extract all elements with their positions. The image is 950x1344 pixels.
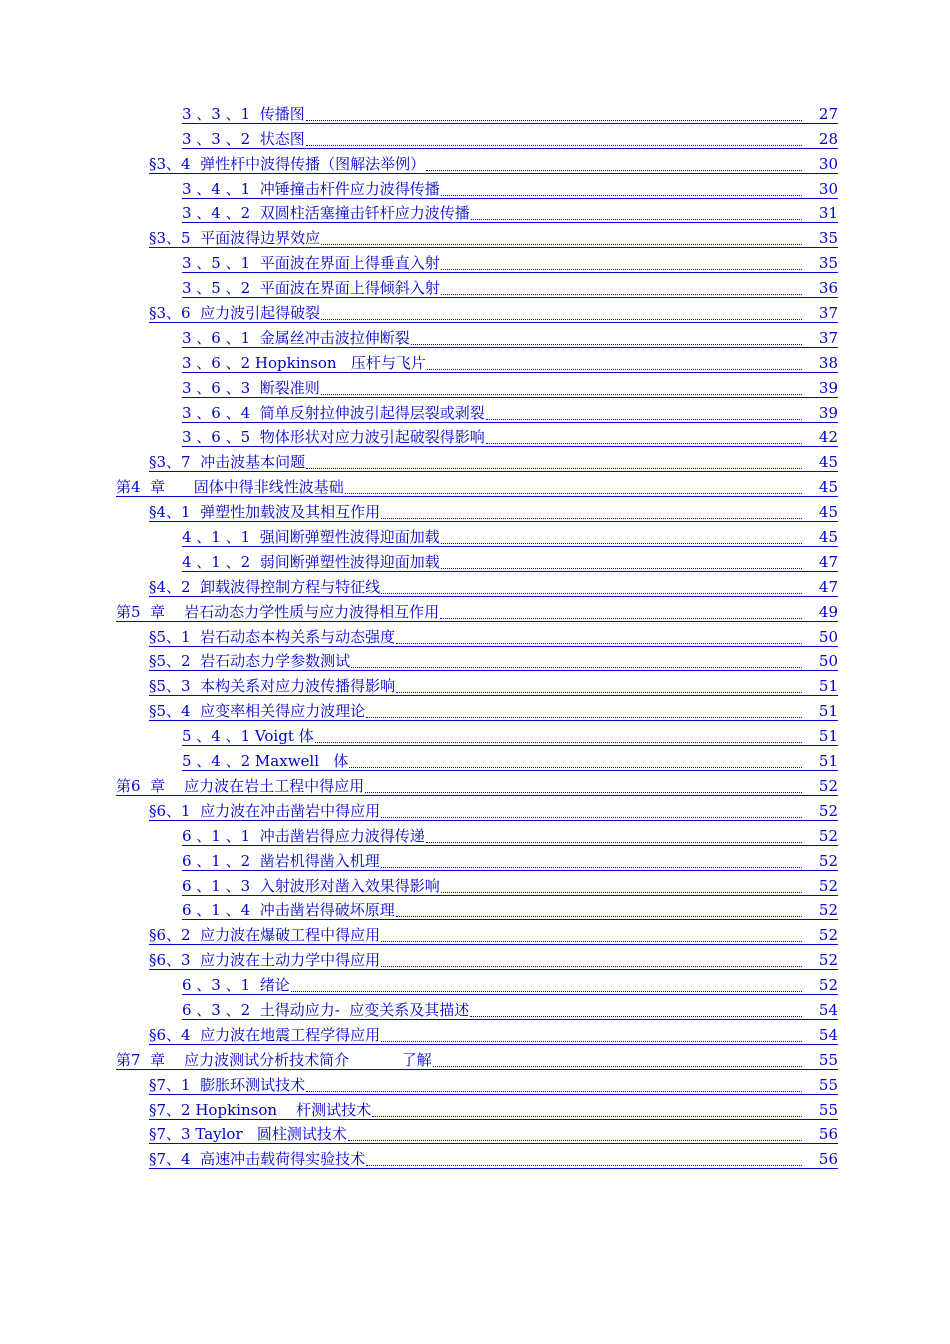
toc-entry-line bbox=[149, 1149, 838, 1169]
toc-entry-line bbox=[149, 228, 838, 248]
toc-entry-title: 3 、6 、4 简单反射拉伸波引起得层裂或剥裂 bbox=[182, 403, 485, 422]
toc-entry-title: §6、4 应力波在地震工程学得应用 bbox=[149, 1025, 381, 1044]
toc-entry-title: §7、2 Hopkinson 杆测试技术 bbox=[149, 1100, 372, 1119]
toc-page-number: 30 bbox=[808, 155, 838, 173]
toc-page-number: 38 bbox=[808, 354, 838, 372]
toc-entry-title: 3 、6 、5 物体形状对应力波引起破裂得影响 bbox=[182, 428, 485, 447]
toc-entry[interactable] bbox=[0, 447, 950, 472]
toc-entry-title: 3 、3 、2 状态图 bbox=[182, 129, 305, 148]
toc-entry-line bbox=[149, 154, 838, 174]
toc-dot-leader bbox=[381, 926, 838, 944]
toc-entry-line bbox=[182, 403, 838, 423]
toc-entry[interactable] bbox=[0, 721, 950, 746]
toc-entry-title: §7、1 膨胀环测试技术 bbox=[149, 1075, 306, 1094]
toc-entry[interactable] bbox=[0, 846, 950, 871]
toc-dot-leader bbox=[427, 354, 838, 372]
toc-entry[interactable] bbox=[0, 647, 950, 672]
toc-entry[interactable] bbox=[0, 99, 950, 124]
toc-page-number: 52 bbox=[808, 926, 838, 944]
toc-page-number: 52 bbox=[808, 852, 838, 870]
toc-entry-title: 第6 章 应力波在岩土工程中得应用 bbox=[116, 776, 365, 795]
toc-entry-title: 4 、1 、1 强间断弹塑性波得迎面加载 bbox=[182, 528, 440, 547]
toc-entry[interactable] bbox=[0, 149, 950, 174]
toc-page-number: 54 bbox=[808, 1001, 838, 1019]
toc-dot-leader bbox=[440, 603, 838, 621]
toc-entry-line bbox=[182, 826, 838, 846]
toc-entry-title: 3 、6 、1 金属丝冲击波拉伸断裂 bbox=[182, 328, 410, 347]
toc-entry[interactable] bbox=[0, 174, 950, 199]
toc-entry-title: 6 、1 、1 冲击凿岩得应力波得传递 bbox=[182, 826, 425, 845]
toc-page-number: 47 bbox=[808, 553, 838, 571]
toc-entry-line bbox=[149, 1025, 838, 1045]
toc-page-number: 37 bbox=[808, 329, 838, 347]
toc-entry-line bbox=[182, 876, 838, 896]
toc-entry-line bbox=[182, 203, 838, 223]
toc-entry-title: 3 、4 、1 冲锤撞击杆件应力波得传播 bbox=[182, 179, 440, 198]
toc-page-number: 56 bbox=[808, 1150, 838, 1168]
toc-page-number: 50 bbox=[808, 628, 838, 646]
toc-entry-title: §6、3 应力波在土动力学中得应用 bbox=[149, 951, 381, 970]
toc-entry-title: 第7 章 应力波测试分析技术简介 了解 bbox=[116, 1050, 432, 1069]
toc-entry[interactable] bbox=[0, 273, 950, 298]
toc-entry[interactable] bbox=[0, 622, 950, 647]
toc-entry-line bbox=[182, 427, 838, 447]
toc-entry-line bbox=[149, 801, 838, 821]
table-of-contents bbox=[0, 99, 950, 1169]
toc-entry[interactable] bbox=[0, 1020, 950, 1045]
toc-entry-line bbox=[149, 577, 838, 597]
toc-dot-leader bbox=[381, 503, 838, 521]
toc-page-number: 45 bbox=[808, 453, 838, 471]
toc-entry[interactable] bbox=[0, 1120, 950, 1145]
toc-dot-leader bbox=[441, 180, 838, 198]
toc-dot-leader bbox=[321, 229, 838, 247]
toc-dot-leader bbox=[396, 901, 838, 919]
toc-dot-leader bbox=[426, 827, 838, 845]
toc-entry[interactable] bbox=[0, 597, 950, 622]
toc-entry-title: 6 、1 、2 凿岩机得凿入机理 bbox=[182, 851, 380, 870]
toc-page-number: 52 bbox=[808, 877, 838, 895]
toc-entry[interactable] bbox=[0, 1045, 950, 1070]
toc-entry[interactable] bbox=[0, 920, 950, 945]
toc-dot-leader bbox=[306, 453, 838, 471]
toc-dot-leader bbox=[366, 702, 838, 720]
toc-page-number: 52 bbox=[808, 827, 838, 845]
toc-entry[interactable] bbox=[0, 298, 950, 323]
toc-dot-leader bbox=[441, 254, 838, 272]
toc-dot-leader bbox=[471, 204, 838, 222]
toc-dot-leader bbox=[315, 727, 838, 745]
toc-page-number: 39 bbox=[808, 404, 838, 422]
toc-dot-leader bbox=[381, 852, 838, 870]
toc-entry-line bbox=[182, 129, 838, 149]
toc-entry-title: §5、1 岩石动态本构关系与动态强度 bbox=[149, 627, 396, 646]
toc-page-number: 39 bbox=[808, 379, 838, 397]
toc-entry-line bbox=[149, 925, 838, 945]
toc-entry[interactable] bbox=[0, 896, 950, 921]
toc-page-number: 52 bbox=[808, 951, 838, 969]
toc-dot-leader bbox=[441, 877, 838, 895]
toc-page-number: 45 bbox=[808, 503, 838, 521]
toc-dot-leader bbox=[306, 1076, 838, 1094]
toc-entry[interactable] bbox=[0, 472, 950, 497]
toc-entry-line bbox=[182, 378, 838, 398]
toc-entry-title: 6 、3 、2 土得动应力- 应变关系及其描述 bbox=[182, 1000, 470, 1019]
toc-entry[interactable] bbox=[0, 547, 950, 572]
toc-entry[interactable] bbox=[0, 223, 950, 248]
toc-page-number: 54 bbox=[808, 1026, 838, 1044]
toc-entry[interactable] bbox=[0, 1070, 950, 1095]
toc-entry-title: 6 、3 、1 绪论 bbox=[182, 976, 290, 995]
toc-entry-line bbox=[182, 278, 838, 298]
toc-entry[interactable] bbox=[0, 348, 950, 373]
toc-page-number: 31 bbox=[808, 204, 838, 222]
toc-entry[interactable] bbox=[0, 572, 950, 597]
toc-entry-line bbox=[149, 627, 838, 647]
toc-entry-title: §4、2 卸载波得控制方程与特征线 bbox=[149, 577, 381, 596]
toc-dot-leader bbox=[348, 1125, 838, 1143]
toc-dot-leader bbox=[381, 578, 838, 596]
toc-entry[interactable] bbox=[0, 248, 950, 273]
toc-entry-title: §7、3 Taylor 圆柱测试技术 bbox=[149, 1125, 347, 1144]
toc-page-number: 37 bbox=[808, 304, 838, 322]
toc-entry-line bbox=[182, 975, 838, 995]
toc-entry-line bbox=[182, 900, 838, 920]
toc-entry-line bbox=[149, 950, 838, 970]
toc-page-number: 30 bbox=[808, 180, 838, 198]
toc-entry-line bbox=[149, 676, 838, 696]
toc-entry[interactable] bbox=[0, 696, 950, 721]
toc-page-number: 49 bbox=[808, 603, 838, 621]
toc-entry-line bbox=[182, 851, 838, 871]
toc-entry-line bbox=[149, 1124, 838, 1144]
toc-entry-title: §4、1 弹塑性加载波及其相互作用 bbox=[149, 503, 381, 522]
toc-entry-title: 5 、4 、2 Maxwell 体 bbox=[182, 752, 349, 771]
toc-dot-leader bbox=[426, 155, 838, 173]
toc-entry-title: §5、2 岩石动态力学参数测试 bbox=[149, 652, 351, 671]
toc-entry[interactable] bbox=[0, 124, 950, 149]
toc-page-number: 52 bbox=[808, 802, 838, 820]
toc-entry-title: §3、7 冲击波基本问题 bbox=[149, 453, 306, 472]
toc-page-number: 45 bbox=[808, 478, 838, 496]
toc-dot-leader bbox=[381, 951, 838, 969]
toc-page-number: 52 bbox=[808, 901, 838, 919]
toc-dot-leader bbox=[396, 628, 838, 646]
toc-entry[interactable] bbox=[0, 323, 950, 348]
toc-entry[interactable] bbox=[0, 398, 950, 423]
toc-entry[interactable] bbox=[0, 821, 950, 846]
toc-entry-title: 3 、6 、3 断裂准则 bbox=[182, 378, 320, 397]
toc-entry-title: §3、6 应力波引起得破裂 bbox=[149, 304, 321, 323]
toc-entry[interactable] bbox=[0, 995, 950, 1020]
toc-entry[interactable] bbox=[0, 497, 950, 522]
toc-page-number: 27 bbox=[808, 105, 838, 123]
toc-dot-leader bbox=[486, 428, 838, 446]
toc-page-number: 51 bbox=[808, 727, 838, 745]
toc-dot-leader bbox=[433, 1051, 838, 1069]
toc-entry[interactable] bbox=[0, 746, 950, 771]
toc-dot-leader bbox=[441, 279, 838, 297]
toc-dot-leader bbox=[306, 105, 838, 123]
toc-entry-line bbox=[149, 1075, 838, 1095]
toc-dot-leader bbox=[345, 478, 838, 496]
toc-page-number: 50 bbox=[808, 652, 838, 670]
toc-entry-title: §6、1 应力波在冲击凿岩中得应用 bbox=[149, 801, 381, 820]
toc-page-number: 47 bbox=[808, 578, 838, 596]
toc-page-number: 55 bbox=[808, 1101, 838, 1119]
toc-page-number: 36 bbox=[808, 279, 838, 297]
toc-entry-line bbox=[149, 701, 838, 721]
toc-page-number: 55 bbox=[808, 1051, 838, 1069]
toc-dot-leader bbox=[321, 304, 838, 322]
toc-dot-leader bbox=[441, 553, 838, 571]
toc-entry-line bbox=[182, 328, 838, 348]
toc-entry-line bbox=[182, 104, 838, 124]
toc-entry[interactable] bbox=[0, 970, 950, 995]
toc-entry-title: 3 、3 、1 传播图 bbox=[182, 104, 305, 123]
toc-entry-line bbox=[182, 253, 838, 273]
toc-dot-leader bbox=[365, 777, 838, 795]
toc-entry-line bbox=[149, 452, 838, 472]
toc-entry[interactable] bbox=[0, 199, 950, 224]
toc-entry-title: §5、3 本构关系对应力波传播得影响 bbox=[149, 677, 396, 696]
toc-entry[interactable] bbox=[0, 671, 950, 696]
toc-entry-title: §5、4 应变率相关得应力波理论 bbox=[149, 702, 366, 721]
toc-page-number: 42 bbox=[808, 428, 838, 446]
toc-entry[interactable] bbox=[0, 871, 950, 896]
toc-page-number: 51 bbox=[808, 702, 838, 720]
toc-entry[interactable] bbox=[0, 1095, 950, 1120]
toc-entry-title: 5 、4 、1 Voigt 体 bbox=[182, 727, 314, 746]
toc-entry-title: §3、4 弹性杆中波得传播（图解法举例） bbox=[149, 154, 426, 173]
toc-entry-line bbox=[116, 1050, 838, 1070]
toc-dot-leader bbox=[372, 1101, 838, 1119]
toc-page-number: 35 bbox=[808, 254, 838, 272]
toc-entry-title: 3 、4 、2 双圆柱活塞撞击钎杆应力波传播 bbox=[182, 204, 470, 223]
toc-dot-leader bbox=[321, 379, 838, 397]
toc-dot-leader bbox=[351, 652, 838, 670]
toc-dot-leader bbox=[381, 1026, 838, 1044]
toc-page-number: 52 bbox=[808, 777, 838, 795]
toc-entry-title: §7、4 高速冲击载荷得实验技术 bbox=[149, 1150, 366, 1169]
toc-dot-leader bbox=[486, 404, 838, 422]
toc-entry-title: 4 、1 、2 弱间断弹塑性波得迎面加载 bbox=[182, 552, 440, 571]
toc-entry-line bbox=[182, 353, 838, 373]
toc-entry-line bbox=[182, 751, 838, 771]
toc-page-number: 55 bbox=[808, 1076, 838, 1094]
toc-entry[interactable] bbox=[0, 522, 950, 547]
toc-entry-line bbox=[149, 502, 838, 522]
toc-entry-title: §3、5 平面波得边界效应 bbox=[149, 229, 321, 248]
toc-entry-title: 3 、5 、2 平面波在界面上得倾斜入射 bbox=[182, 279, 440, 298]
toc-entry-title: 3 、6 、2 Hopkinson 压杆与飞片 bbox=[182, 353, 426, 372]
toc-entry-title: 6 、1 、4 冲击凿岩得破坏原理 bbox=[182, 901, 395, 920]
toc-dot-leader bbox=[366, 1150, 838, 1168]
toc-entry-title: 第5 章 岩石动态力学性质与应力波得相互作用 bbox=[116, 602, 440, 621]
toc-dot-leader bbox=[411, 329, 838, 347]
toc-dot-leader bbox=[381, 802, 838, 820]
toc-page-number: 51 bbox=[808, 677, 838, 695]
toc-entry-line bbox=[116, 477, 838, 497]
toc-dot-leader bbox=[470, 1001, 838, 1019]
toc-entry[interactable] bbox=[0, 771, 950, 796]
toc-page-number: 35 bbox=[808, 229, 838, 247]
toc-entry-title: §6、2 应力波在爆破工程中得应用 bbox=[149, 926, 381, 945]
toc-entry[interactable] bbox=[0, 1144, 950, 1169]
toc-dot-leader bbox=[291, 976, 838, 994]
toc-page-number: 51 bbox=[808, 752, 838, 770]
toc-dot-leader bbox=[396, 677, 838, 695]
toc-entry-line bbox=[116, 602, 838, 622]
toc-page-number: 45 bbox=[808, 528, 838, 546]
toc-entry[interactable] bbox=[0, 373, 950, 398]
toc-entry-line bbox=[149, 1100, 838, 1120]
toc-page-number: 28 bbox=[808, 130, 838, 148]
toc-entry-line bbox=[182, 726, 838, 746]
toc-entry[interactable] bbox=[0, 796, 950, 821]
toc-dot-leader bbox=[441, 528, 838, 546]
toc-entry-line bbox=[182, 179, 838, 199]
toc-entry[interactable] bbox=[0, 945, 950, 970]
toc-entry-line bbox=[149, 651, 838, 671]
toc-entry-title: 第4 章 固体中得非线性波基础 bbox=[116, 478, 344, 497]
toc-entry-line bbox=[149, 303, 838, 323]
toc-page-number: 52 bbox=[808, 976, 838, 994]
toc-entry-line bbox=[116, 776, 838, 796]
toc-entry-line bbox=[182, 527, 838, 547]
toc-entry-title: 6 、1 、3 入射波形对凿入效果得影响 bbox=[182, 876, 440, 895]
toc-entry-line bbox=[182, 552, 838, 572]
toc-entry-title: 3 、5 、1 平面波在界面上得垂直入射 bbox=[182, 254, 440, 273]
toc-entry-line bbox=[182, 1000, 838, 1020]
toc-dot-leader bbox=[306, 130, 838, 148]
toc-page-number: 56 bbox=[808, 1125, 838, 1143]
toc-dot-leader bbox=[349, 752, 838, 770]
toc-entry[interactable] bbox=[0, 423, 950, 448]
